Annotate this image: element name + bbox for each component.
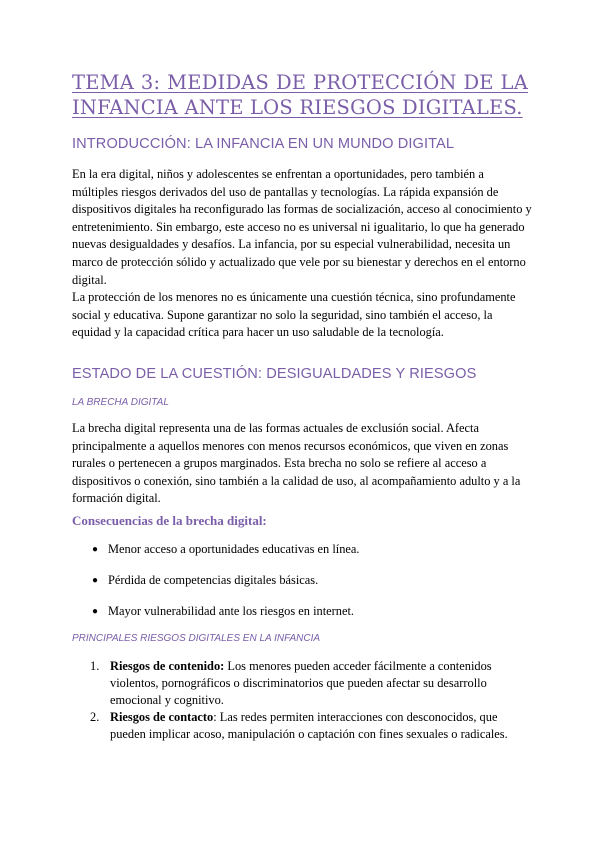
list-number: 2.	[90, 710, 100, 724]
brecha-paragraph: La brecha digital representa una de las formas actuales de exclusión social. Afecta principalmente a aquellos menores con menos recursos económicos, que viven en zonas rurales o pertenecen a grupos marginados. Esta brecha no solo se refiere al acceso a dispositivos o conexión, sino también a la calidad de uso, al acompañamiento adulto y a la formación digital.	[72, 421, 521, 506]
riesgo-text: : Las redes permiten interacciones con desconocidos, que pueden implicar acoso, manipulación o captación con fines sexuales o radicales.	[110, 710, 508, 741]
riesgo-text: Los menores pueden acceder fácilmente a contenidos violentos, pornográficos o discriminatorios que pueden afectar su desarrollo emocional y cognitivo.	[110, 659, 492, 707]
list-item: ● Mayor vulnerabilidad ante los riesgos en internet.	[92, 604, 355, 618]
intro-heading: INTRODUCCIÓN: LA INFANCIA EN UN MUNDO DIGITAL	[72, 136, 455, 152]
consecuencias-heading: Consecuencias de la brecha digital:	[72, 513, 267, 528]
intro-paragraph-2: La protección de los menores no es únicamente una cuestión técnica, sino profundamente social y educativa. Supone garantizar no solo la seguridad, sino también el acceso, la equidad y la capacidad crítica para hacer un uso saludable de la tecnología.	[72, 290, 516, 340]
riesgos-heading: PRINCIPALES RIESGOS DIGITALES EN LA INFANCIA	[72, 633, 321, 644]
list-item	[90, 658, 520, 709]
bullet-icon: ●	[92, 575, 99, 586]
intro-paragraph-1: En la era digital, niños y adolescentes se enfrentan a oportunidades, pero también a múltiples riesgos derivados del uso de pantallas y tecnologías. La rápida expansión de dispositivos digitales ha reconfigurado las formas de socialización, acceso al conocimiento y entretenimiento. Sin embargo, este acceso no es universal ni igualitario, lo que ha generado nuevas desigualdades y desafíos. La infancia, por su especial vulnerabilidad, necesita un marco de protección sólido y actualizado que vele por su bienestar y derechos en el entorno digital.	[72, 167, 532, 287]
brecha-heading: LA BRECHA DIGITAL	[72, 397, 169, 408]
list-number: 1.	[90, 659, 100, 673]
bullet-icon: ●	[92, 544, 99, 555]
estado-heading: ESTADO DE LA CUESTIÓN: DESIGUALDADES Y RIESGOS	[72, 366, 477, 382]
bullet-icon: ●	[92, 606, 99, 617]
list-item: ● Pérdida de competencias digitales básicas.	[92, 573, 319, 587]
riesgos-list	[90, 658, 520, 743]
document-title: TEMA 3: MEDIDAS DE PROTECCIÓN DE LA INFANCIA ANTE LOS RIESGOS DIGITALES.	[72, 71, 528, 119]
riesgo-label: Riesgos de contenido:	[110, 659, 225, 673]
riesgo-label: Riesgos de contacto	[110, 710, 214, 724]
list-item	[90, 709, 520, 743]
list-item: ● Menor acceso a oportunidades educativas en línea.	[92, 542, 360, 556]
